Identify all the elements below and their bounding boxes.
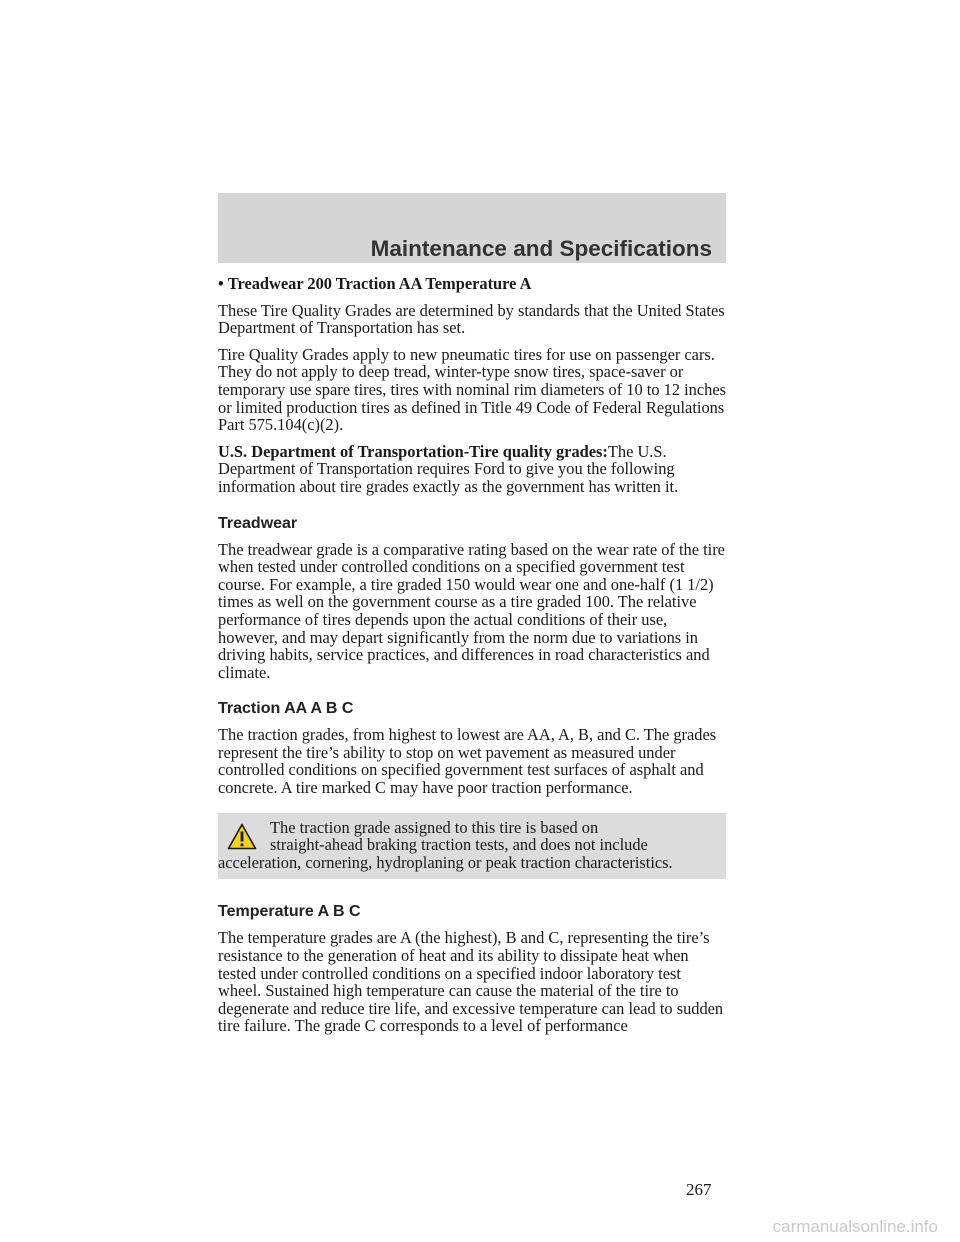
warning-box [218,813,726,880]
warning-triangle-icon [227,823,257,850]
section-header-band [218,193,726,263]
heading-traction: Traction AA A B C [218,700,354,718]
page-content [218,275,726,1044]
warning-line-1: The traction grade assigned to this tire is based on [270,817,599,837]
bullet-item [218,275,726,293]
paragraph-temperature: The temperature grades are A (the highest), B and C, representing the tire’s resistance to the generation of heat and its ability to dissipate heat when tested under controlled conditions on a specified indoor laboratory test wheel. Sustained high temperature can cause the material of the tire to degenerate and reduce tire life, and excessive temperature can lead to sudden tire failure. The grade C corresponds to a level of performance [218,928,724,1036]
section-title: Maintenance and Specifications [370,236,712,261]
bullet-icon: • [218,274,224,293]
heading-temperature: Temperature A B C [218,903,361,921]
dot-intro-text: The U.S. Department of Transportation requires Ford to give you the following information about tire grades exactly as the government has written it. [218,441,679,496]
paragraph-traction: The traction grades, from highest to lowest are AA, A, B, and C. The grades represent the tire’s ability to stop on wet pavement as measured under controlled conditions on specified government test surfaces of asphalt and concrete. A tire marked C may have poor traction performance. [218,725,717,798]
warning-line-3: acceleration, cornering, hydroplaning or peak traction characteristics. [218,852,673,872]
paragraph-treadwear: The treadwear grade is a comparative rating based on the wear rate of the tire when tested under controlled conditions on a specified government test course. For example, a tire graded 150 would wear one and one-half (1 1/2) times as well on the government course as a tire graded 100. The relative performance of tires depends upon the actual conditions of their use, however, and may depart significantly from the norm due to variations in driving habits, service practices, and differences in road characteristics and climate. [218,539,725,682]
bullet-text: Treadwear 200 Traction AA Temperature A [227,274,532,293]
heading-treadwear: Treadwear [218,514,298,532]
warning-line-2: straight-ahead braking traction tests, and does not include [270,835,648,855]
paragraph-dot-intro [218,443,726,496]
paragraph-applicability: Tire Quality Grades apply to new pneumatic tires for use on passenger cars. They do not apply to deep tread, winter-type snow tires, space-saver or temporary use spare tires, tires with nominal rim diameters of 10 to 12 inches or limited production tires as defined in Title 49 Code of Federal Regulations Part 575.104(c)(2). [218,344,726,435]
paragraph-standards: These Tire Quality Grades are determined by standards that the United States Department of Transportation has set. [218,300,725,338]
dot-intro-lead: U.S. Department of Transportation-Tire quality grades: [218,441,608,461]
page-number: 267 [686,1180,712,1199]
watermark: carmanualsonline.info [772,1217,938,1236]
